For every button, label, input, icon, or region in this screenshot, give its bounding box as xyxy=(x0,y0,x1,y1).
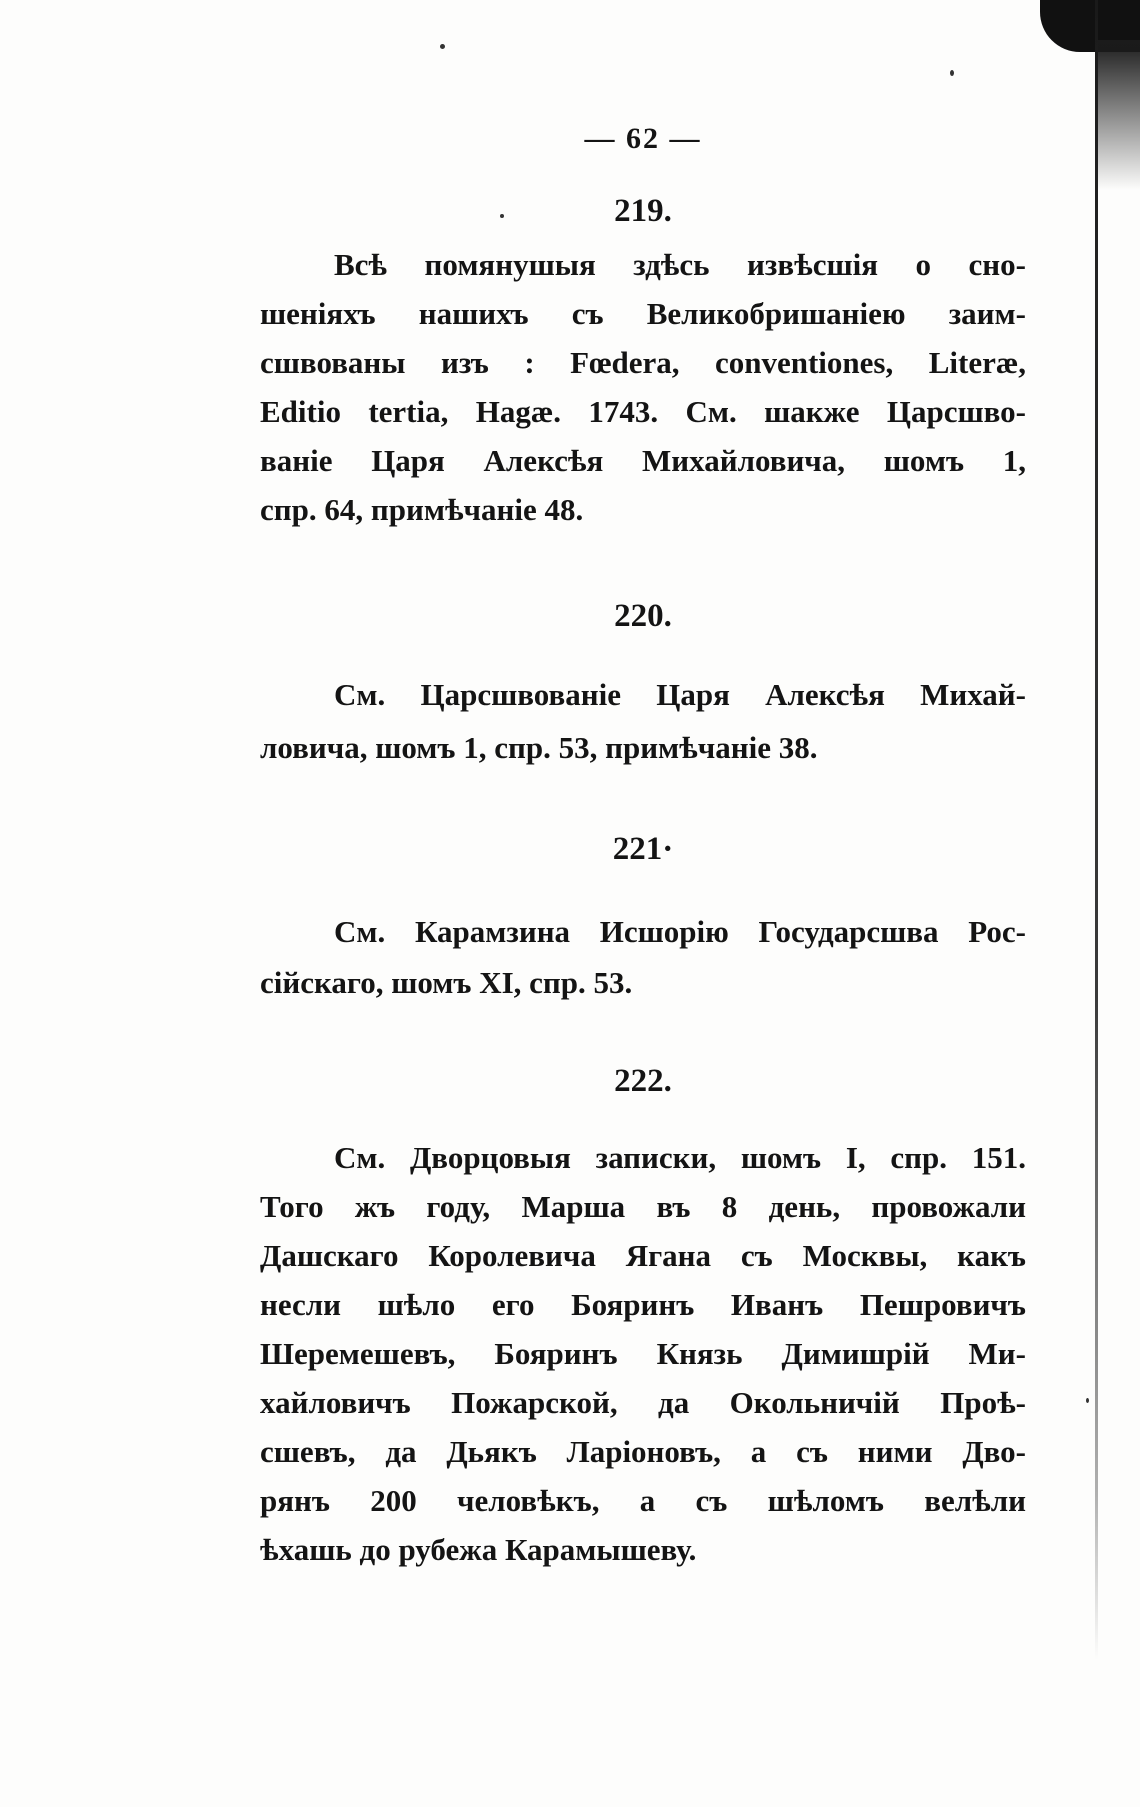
entry-number: 220. xyxy=(614,598,672,634)
text-line: хайловичъ Пожарской, да Окольничій Проѣ- xyxy=(260,1385,1026,1420)
text-line: См. Дворцовыя записки, шомъ I, спр. 151. xyxy=(334,1140,1026,1175)
scan-edge-shadow xyxy=(1098,40,1140,190)
scan-speck xyxy=(950,70,954,76)
text-line: Editio tertia, Hagæ. 1743. См. шакже Царсшво- xyxy=(260,394,1026,429)
page-number: — 62 — xyxy=(584,122,702,155)
entry-number: 221· xyxy=(612,831,674,867)
text-line: рянъ 200 человѣкъ, а съ шѣломъ велѣли xyxy=(260,1483,1026,1518)
scan-speck xyxy=(1086,1398,1089,1403)
text-line: шеніяхъ нашихъ съ Великобришаніею заим- xyxy=(260,296,1026,331)
text-line: См. Царсшвованіе Царя Алексѣя Михай- xyxy=(334,677,1026,712)
text-line: См. Карамзина Исшорію Государсшва Рос- xyxy=(334,914,1026,949)
text-line: Того жъ году, Марша въ 8 день, провожали xyxy=(260,1189,1026,1224)
entry-number: 222. xyxy=(614,1063,672,1099)
text-line: Дашскаго Королевича Ягана съ Москвы, какъ xyxy=(260,1238,1026,1273)
page-edge-line xyxy=(1095,0,1098,1660)
entry-number: 219. xyxy=(614,193,672,229)
text-line: Шеремешевъ, Бояринъ Князь Димишрій Ми- xyxy=(260,1336,1026,1371)
text-line: несли шѣло его Бояринъ Иванъ Пешровичъ xyxy=(260,1287,1026,1322)
text-line: сшвованы изъ : Fœdera, conventiones, Literæ, xyxy=(260,345,1026,380)
text-line: Всѣ помянушыя здѣсь извѣсшія о сно- xyxy=(334,247,1026,282)
text-line: спр. 64, примѣчаніе 48. xyxy=(260,492,584,527)
text-line: сійскаго, шомъ XI, спр. 53. xyxy=(260,965,633,1000)
text-line: ваніе Царя Алексѣя Михайловича, шомъ 1, xyxy=(260,443,1026,478)
text-line: ѣхашь до рубежа Карамышеву. xyxy=(260,1532,697,1567)
text-line: сшевъ, да Дьякъ Ларіоновъ, а съ ними Дво- xyxy=(260,1434,1026,1469)
text-line: ловича, шомъ 1, спр. 53, примѣчаніе 38. xyxy=(260,730,818,765)
scan-speck xyxy=(440,44,445,49)
